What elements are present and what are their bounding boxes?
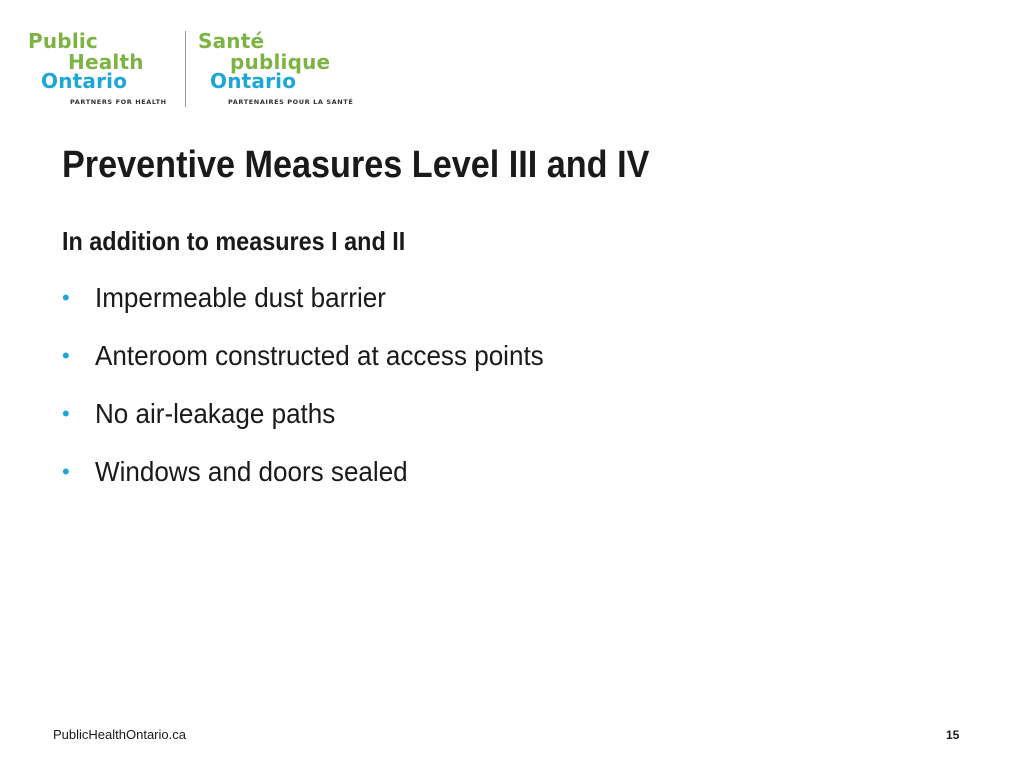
logo-fr-word-ontario: Ontario — [210, 69, 297, 93]
logo-en-word-ontario: Ontario — [41, 69, 128, 93]
logo-divider — [185, 31, 186, 107]
page-number: 15 — [946, 728, 960, 742]
logo-fr-word-publique: publique — [230, 50, 331, 74]
logo-fr-word-sante: Santé — [198, 29, 265, 53]
bullet-text: No air-leakage paths — [95, 398, 336, 429]
bullet-text: Windows and doors sealed — [95, 456, 408, 487]
bullet-text: Anteroom constructed at access points — [95, 340, 544, 371]
public-health-ontario-logo — [28, 28, 368, 112]
bullet-dot-icon: • — [62, 401, 70, 426]
bullet-dot-icon: • — [62, 459, 70, 484]
logo-fr-tagline: PARTENAIRES POUR LA SANTÉ — [228, 98, 354, 106]
bullet-text: Impermeable dust barrier — [95, 282, 386, 313]
logo-en-word-health: Health — [68, 50, 144, 74]
bullet-dot-icon: • — [62, 285, 70, 310]
bullet-dot-icon: • — [62, 343, 70, 368]
logo-en-word-public: Public — [28, 29, 98, 53]
logo-en-tagline: PARTNERS FOR HEALTH — [70, 98, 167, 106]
slide-title: Preventive Measures Level III and IV — [62, 144, 650, 186]
footer-website-url: PublicHealthOntario.ca — [53, 727, 186, 742]
slide-intro: In addition to measures I and II — [62, 226, 406, 256]
